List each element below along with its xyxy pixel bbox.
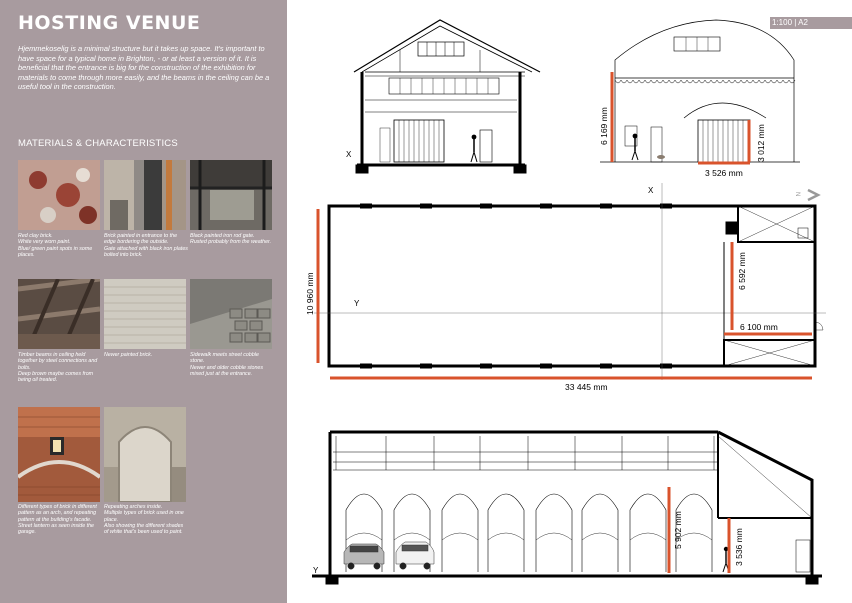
floor-plan — [314, 183, 826, 380]
dim-height-total: 6 169 mm — [599, 107, 609, 145]
page-title: HOSTING VENUE — [18, 12, 201, 34]
dim-arch-height: 5 902 mm — [673, 511, 683, 549]
long-section-y — [312, 432, 822, 584]
dim-plan-length: 33 445 mm — [565, 382, 608, 392]
caption-brick-arch: Different types of brick in different pattern as an arch, and repeating pattern at the building's facade. Street lantern as seen inside the garage. — [18, 504, 97, 536]
caption-timber-beams: Timber beams in ceiling held together by steel connections and bolts. Deep brown maybe comes from being oil treated. — [18, 352, 98, 384]
section-mark-y-2: Y — [313, 566, 319, 575]
caption-red-clay-brick: Red clay brick. White very worn paint. Blue/ green paint spots in some places. — [18, 233, 93, 258]
caption-cobble-stone: Sidewalk meets street cobble stone. Newer and older cobble stones mixed just at the entrance. — [190, 352, 264, 377]
section-mark-y-1: Y — [354, 299, 360, 308]
section-mark-x-1: X — [346, 150, 352, 159]
section-mark-x-2: X — [648, 186, 654, 195]
intro-text: Hjemmekoselig is a minimal structure but it takes up space. It's important to have space for a typical home in Brighton, - or at least a version of it. It is beneficial that the entrance is big for the construction of the exhibition for materials to come through more easily, and the beams in the ceiling can be a useful tool in the construction. — [18, 44, 270, 92]
car-white — [396, 542, 434, 569]
dim-inner-depth: 6 592 mm — [737, 252, 747, 290]
car-gray — [344, 544, 384, 569]
dim-plan-width: 10 960 mm — [305, 272, 315, 315]
dim-inner-width: 6 100 mm — [740, 322, 778, 332]
cross-section-x — [354, 20, 540, 173]
materials-heading: MATERIALS & CHARACTERISTICS — [18, 138, 178, 149]
caption-iron-gate: Black painted iron rod gate. Rusted probably from the weather. — [190, 233, 272, 246]
caption-newer-brick: Newer painted brick. — [104, 352, 153, 358]
north-arrow-icon — [794, 190, 818, 200]
caption-repeating-arches: Repeating arches inside. Multiple types of brick used in one place. Also showing the different shades of white that's been used to paint. — [104, 504, 184, 536]
dim-door-height: 3 012 mm — [756, 124, 766, 162]
dim-door-width: 3 526 mm — [705, 168, 743, 178]
front-elevation — [600, 20, 800, 162]
caption-entrance-brick: Brick painted in entrance to the edge bordering the outside. Gate attached with black iron plates bolted into brick. — [104, 233, 188, 258]
scale-label: 1:100 | A2 — [770, 17, 852, 29]
dim-low-height: 3 536 mm — [734, 528, 744, 566]
north-label: N — [794, 192, 800, 197]
